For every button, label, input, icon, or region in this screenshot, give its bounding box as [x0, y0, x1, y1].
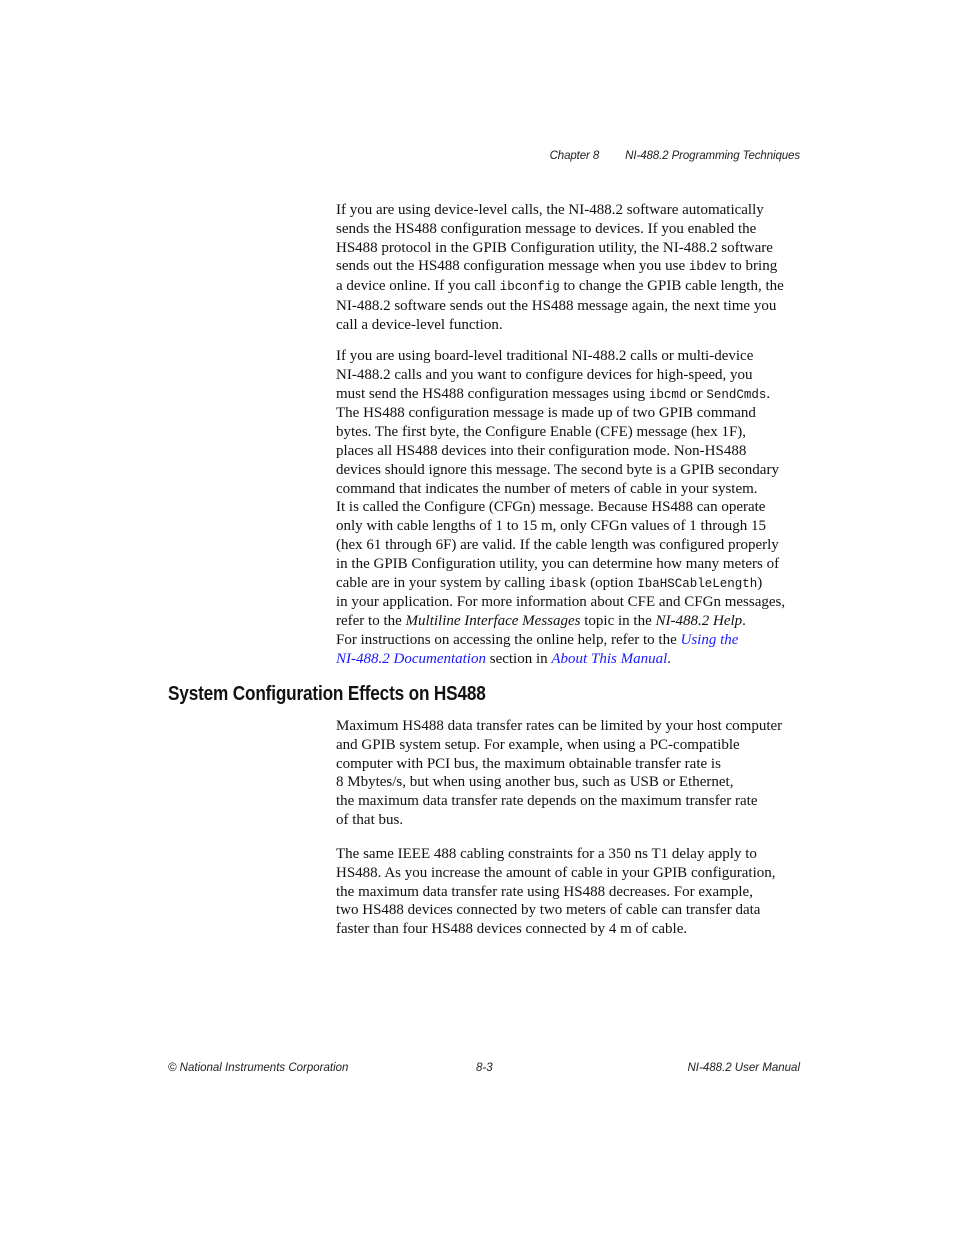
text-line: and GPIB system setup. For example, when using a PC-compatible: [336, 736, 740, 753]
text-line: NI-488.2 software sends out the HS488 message again, the next time you: [336, 297, 777, 314]
text-line: the maximum data transfer rate using HS488 decreases. For example,: [336, 883, 753, 900]
text-run: must send the HS488 configuration messages using: [336, 385, 649, 402]
link-about-this-manual[interactable]: About This Manual: [551, 650, 668, 667]
paragraph-max-rates: [336, 717, 802, 830]
paragraph-cabling: [336, 845, 802, 939]
italic-topic-title: Multiline Interface Messages: [405, 613, 581, 630]
text-line: two HS488 devices connected by two meters of cable can transfer data: [336, 902, 761, 919]
text-run: ): [757, 574, 763, 591]
text-line: NI-488.2 calls and you want to configure devices for high-speed, you: [336, 366, 753, 383]
code-sendcmds: SendCmds: [706, 387, 767, 402]
text-line: call a device-level function.: [336, 316, 503, 333]
text-line: The same IEEE 488 cabling constraints for a 350 ns T1 delay apply to: [336, 846, 757, 862]
text-line: 8 Mbytes/s, but when using another bus, such as USB or Ethernet,: [336, 774, 734, 791]
code-ibask: ibask: [548, 576, 587, 591]
text-line: [336, 574, 802, 594]
text-run: a device online. If you call: [336, 278, 500, 295]
italic-help-title: NI-488.2 Help: [655, 613, 743, 630]
text-line: in your application. For more information about CFE and CFGn messages,: [336, 594, 786, 611]
section-heading: System Configuration Effects on HS488: [168, 683, 486, 705]
text-line: HS488 protocol in the GPIB Configuration utility, the NI-488.2 software: [336, 239, 773, 256]
text-line: If you are using board-level traditional NI-488.2 calls or multi-device: [336, 348, 754, 364]
text-line: devices should ignore this message. The second byte is a GPIB secondary: [336, 461, 779, 478]
running-header: [550, 150, 800, 162]
text-line: only with cable lengths of 1 to 15 m, only CFGn values of 1 through 15: [336, 518, 766, 535]
paragraph-device-level: [336, 201, 802, 335]
text-line: (hex 61 through 6F) are valid. If the cable length was configured properly: [336, 536, 779, 553]
footer-page-number: 8-3: [476, 1062, 493, 1074]
code-ibconfig: ibconfig: [499, 280, 560, 295]
text-line: HS488. As you increase the amount of cable in your GPIB configuration,: [336, 864, 776, 881]
text-run: (option: [586, 574, 638, 591]
text-line: command that indicates the number of meters of cable in your system.: [336, 480, 758, 497]
code-ibahscablelength: IbaHSCableLength: [637, 576, 758, 591]
text-line: [336, 631, 802, 650]
text-line: [336, 385, 802, 405]
text-line: in the GPIB Configuration utility, you can determine how many meters of: [336, 555, 780, 572]
text-run: .: [766, 385, 771, 402]
link-using-documentation-cont[interactable]: NI-488.2 Documentation: [336, 650, 486, 667]
footer-copyright: © National Instruments Corporation: [168, 1062, 349, 1074]
text-line: the maximum data transfer rate depends on the maximum transfer rate: [336, 793, 758, 810]
text-run: or: [686, 385, 707, 402]
code-ibdev: ibdev: [688, 260, 727, 275]
link-using-documentation[interactable]: Using the: [680, 631, 739, 648]
text-line: [336, 612, 802, 631]
text-line: [336, 257, 802, 277]
text-line: Maximum HS488 data transfer rates can be limited by your host computer: [336, 718, 783, 734]
text-run: .: [742, 613, 746, 630]
text-line: places all HS488 devices into their configuration mode. Non-HS488: [336, 442, 747, 459]
text-run: to change the GPIB cable length, the: [559, 278, 784, 295]
paragraph-board-level: [336, 347, 802, 669]
text-line: computer with PCI bus, the maximum obtainable transfer rate is: [336, 755, 721, 772]
text-run: to bring: [726, 258, 778, 275]
text-run: refer to the: [336, 613, 406, 630]
text-line: If you are using device-level calls, the NI-488.2 software automatically: [336, 202, 764, 218]
text-line: It is called the Configure (CFGn) message. Because HS488 can operate: [336, 499, 766, 516]
header-section-title: NI-488.2 Programming Techniques: [625, 150, 800, 162]
text-run: For instructions on accessing the online help, refer to the: [336, 631, 681, 648]
text-run: cable are in your system by calling: [336, 574, 549, 591]
text-line: of that bus.: [336, 811, 404, 828]
header-chapter: Chapter 8: [549, 150, 600, 162]
text-line: The HS488 configuration message is made up of two GPIB command: [336, 405, 756, 422]
text-run: section in: [485, 650, 552, 667]
text-line: bytes. The first byte, the Configure Enable (CFE) message (hex 1F),: [336, 424, 747, 441]
text-line: faster than four HS488 devices connected by 4 m of cable.: [336, 921, 688, 938]
text-run: sends out the HS488 configuration message when you use: [336, 258, 689, 275]
code-ibcmd: ibcmd: [648, 387, 687, 402]
text-run: topic in the: [580, 613, 656, 630]
text-line: [336, 650, 802, 669]
footer-manual-title: NI-488.2 User Manual: [687, 1062, 800, 1074]
text-run: .: [667, 650, 671, 667]
text-line: sends the HS488 configuration message to devices. If you enabled the: [336, 220, 757, 237]
text-line: [336, 277, 802, 297]
